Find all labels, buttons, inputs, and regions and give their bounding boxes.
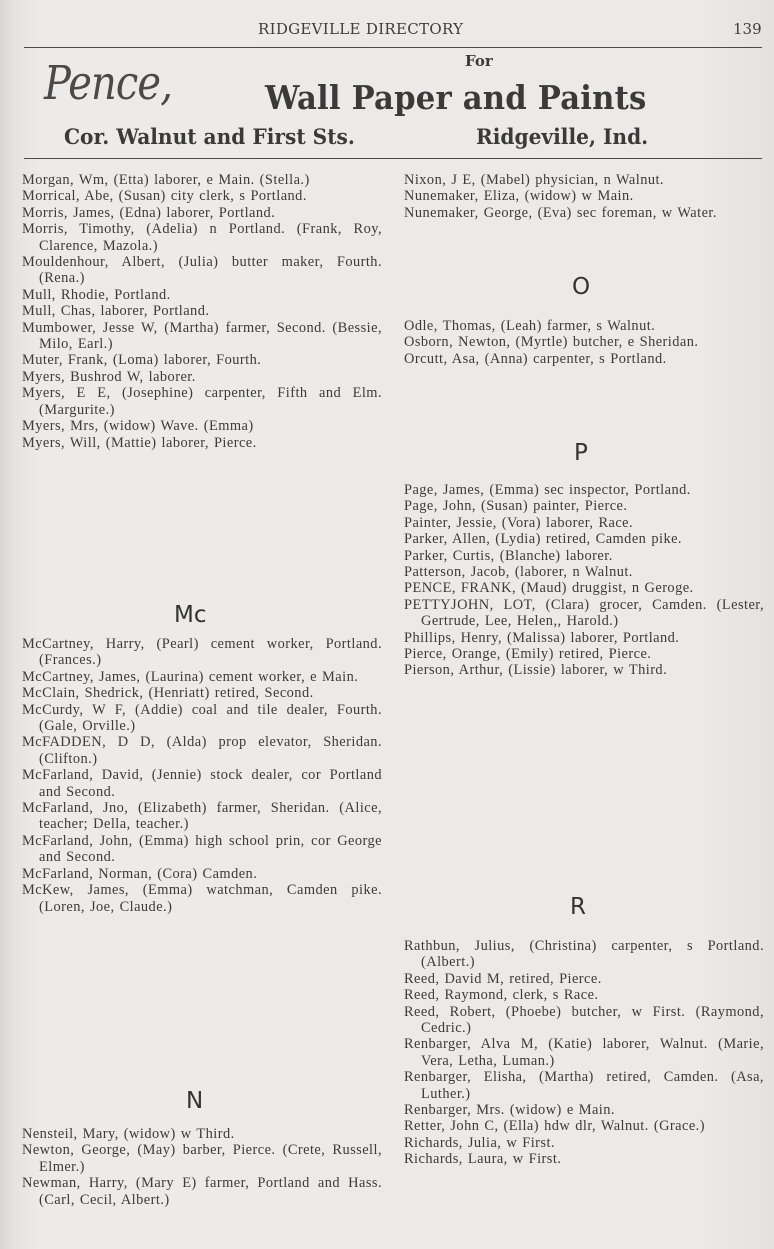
directory-entry: Mull, Rhodie, Portland.: [22, 286, 171, 303]
directory-entry: Myers, Mrs, (widow) Wave. (Emma): [22, 418, 254, 435]
running-title: RIDGEVILLE DIRECTORY: [258, 20, 464, 38]
directory-entry: Page, James, (Emma) sec inspector, Portland.: [404, 482, 691, 498]
directory-entry: Myers, Bushrod W, laborer.: [22, 368, 196, 385]
directory-entry: Renbarger, Elisha, (Martha) retired, Camden. (Asa, Luther.): [404, 1069, 764, 1102]
directory-entry: Nixon, J E, (Mabel) physician, n Walnut.: [404, 172, 664, 188]
n-entries-left: [22, 1126, 382, 1208]
directory-entry: Rathbun, Julius, (Christina) carpenter, s Portland. (Albert.): [404, 938, 764, 971]
directory-entry: Reed, Raymond, clerk, s Race.: [404, 987, 599, 1004]
section-heading-p: P: [574, 440, 588, 466]
mc-entries: [22, 636, 382, 915]
directory-entry: McCartney, Harry, (Pearl) cement worker, Portland. (Frances.): [22, 636, 382, 669]
directory-entry: Nunemaker, Eliza, (widow) w Main.: [404, 188, 634, 205]
directory-entry: McCartney, James, (Laurina) cement worker, e Main.: [22, 668, 359, 685]
directory-entry: McFarland, John, (Emma) high school prin, cor George and Second.: [22, 832, 382, 866]
running-head: [0, 20, 774, 42]
advertisement: [0, 48, 774, 158]
directory-entry: Newton, George, (May) barber, Pierce. (Crete, Russell, Elmer.): [22, 1142, 382, 1175]
directory-entry: Mumbower, Jesse W, (Martha) farmer, Second. (Bessie, Milo, Earl.): [22, 319, 382, 353]
directory-entry: Myers, Will, (Mattie) laborer, Pierce.: [22, 434, 257, 451]
directory-entry: Mouldenhour, Albert, (Julia) butter maker, Fourth. (Rena.): [22, 254, 382, 287]
directory-entry: PENCE, FRANK, (Maud) druggist, n Geroge.: [404, 580, 694, 597]
directory-entry: Reed, Robert, (Phoebe) butcher, w First. (Raymond, Cedric.): [404, 1003, 764, 1037]
directory-entry: Odle, Thomas, (Leah) farmer, s Walnut.: [404, 318, 656, 334]
directory-entry: Patterson, Jacob, (laborer, n Walnut.: [404, 564, 633, 581]
directory-entry: Osborn, Newton, (Myrtle) butcher, e Sheridan.: [404, 334, 699, 351]
p-entries: [404, 482, 764, 679]
ad-bottom-rule: [24, 158, 762, 159]
n-entries-right: [404, 172, 764, 221]
directory-entry: Renbarger, Alva M, (Katie) laborer, Walnut. (Marie, Vera, Letha, Luman.): [404, 1036, 764, 1069]
directory-entry: Pierson, Arthur, (Lissie) laborer, w Third.: [404, 662, 668, 679]
directory-entry: Painter, Jessie, (Vora) laborer, Race.: [404, 514, 634, 531]
directory-entry: Mull, Chas, laborer, Portland.: [22, 303, 210, 320]
directory-entry: Parker, Allen, (Lydia) retired, Camden pike.: [404, 531, 682, 548]
directory-entry: Richards, Laura, w First.: [404, 1151, 562, 1168]
directory-entry: McCurdy, W F, (Addie) coal and tile dealer, Fourth. (Gale, Orville.): [22, 701, 382, 735]
directory-entry: Renbarger, Mrs. (widow) e Main.: [404, 1102, 615, 1119]
directory-entry: PETTYJOHN, LOT, (Clara) grocer, Camden. (Lester, Gertrude, Lee, Helen,, Harold.): [404, 596, 764, 630]
directory-entry: Pierce, Orange, (Emily) retired, Pierce.: [404, 646, 652, 663]
directory-entry: Nensteil, Mary, (widow) w Third.: [22, 1126, 235, 1142]
directory-entry: Phillips, Henry, (Malissa) laborer, Portland.: [404, 629, 680, 646]
directory-entry: McFarland, Norman, (Cora) Camden.: [22, 865, 258, 882]
ad-for: For: [465, 52, 493, 70]
directory-entry: Muter, Frank, (Loma) laborer, Fourth.: [22, 352, 262, 369]
directory-entry: Morris, James, (Edna) laborer, Portland.: [22, 204, 276, 221]
directory-entry: McFarland, Jno, (Elizabeth) farmer, Sheridan. (Alice, teacher; Della, teacher.): [22, 800, 382, 833]
ad-headline: Wall Paper and Paints: [265, 78, 647, 117]
section-heading-r: R: [570, 894, 586, 920]
m-entries: [22, 172, 382, 451]
section-heading-mc: Mc: [174, 602, 207, 628]
ad-brand: Pence,: [44, 56, 173, 111]
directory-entry: Parker, Curtis, (Blanche) laborer.: [404, 547, 613, 564]
directory-entry: McFADDEN, D D, (Alda) prop elevator, Sheridan. (Clifton.): [22, 734, 382, 767]
directory-entry: Retter, John C, (Ella) hdw dlr, Walnut. (Grace.): [404, 1118, 705, 1135]
directory-entry: Reed, David M, retired, Pierce.: [404, 970, 602, 987]
page-number: 139: [733, 20, 762, 38]
ad-address: Cor. Walnut and First Sts.: [64, 124, 355, 149]
directory-entry: Richards, Julia, w First.: [404, 1134, 555, 1151]
directory-entry: Orcutt, Asa, (Anna) carpenter, s Portland.: [404, 350, 667, 367]
directory-entry: McFarland, David, (Jennie) stock dealer, cor Portland and Second.: [22, 767, 382, 800]
directory-entry: Nunemaker, George, (Eva) sec foreman, w Water.: [404, 204, 717, 221]
directory-entry: McClain, Shedrick, (Henriatt) retired, Second.: [22, 685, 314, 702]
section-heading-n: N: [186, 1088, 204, 1114]
directory-entry: Page, John, (Susan) painter, Pierce.: [404, 498, 628, 515]
section-heading-o: O: [572, 274, 591, 300]
ad-city: Ridgeville, Ind.: [476, 124, 649, 149]
directory-entry: Morris, Timothy, (Adelia) n Portland. (Frank, Roy, Clarence, Mazola.): [22, 221, 382, 254]
directory-entry: Newman, Harry, (Mary E) farmer, Portland and Hass. (Carl, Cecil, Albert.): [22, 1175, 382, 1208]
o-entries: [404, 318, 764, 367]
directory-entry: Morrical, Abe, (Susan) city clerk, s Portland.: [22, 188, 307, 205]
directory-entry: McKew, James, (Emma) watchman, Camden pike. (Loren, Joe, Claude.): [22, 882, 382, 915]
directory-entry: Morgan, Wm, (Etta) laborer, e Main. (Stella.): [22, 172, 310, 188]
directory-entry: Myers, E E, (Josephine) carpenter, Fifth and Elm. (Margurite.): [22, 385, 382, 418]
r-entries: [404, 938, 764, 1168]
